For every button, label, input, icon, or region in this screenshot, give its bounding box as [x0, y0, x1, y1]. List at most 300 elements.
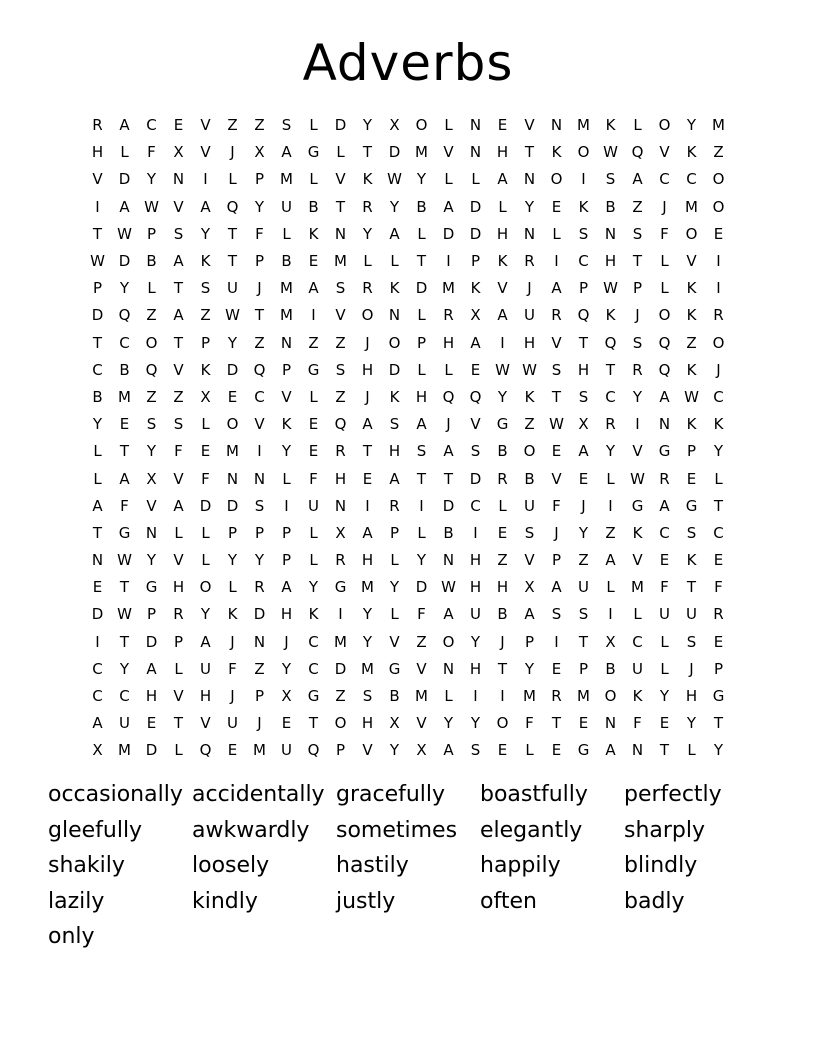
grid-letter: M — [685, 197, 698, 216]
grid-letter: T — [308, 714, 319, 733]
grid-letter: F — [660, 578, 669, 597]
grid-letter: E — [713, 551, 724, 570]
grid-letter: O — [658, 116, 671, 135]
grid-letter: E — [119, 415, 130, 434]
grid-letter: Z — [254, 659, 265, 678]
grid-letter: L — [444, 170, 453, 189]
grid-letter: R — [551, 306, 562, 325]
grid-letter: C — [92, 360, 103, 379]
grid-letter: L — [660, 659, 669, 678]
grid-letter: Y — [686, 714, 697, 733]
word-list-item: sometimes — [336, 817, 458, 843]
grid-row — [84, 547, 732, 574]
grid-letter: C — [119, 687, 130, 706]
grid-letter: O — [361, 306, 374, 325]
grid-letter: D — [415, 279, 428, 298]
word-list-item: justly — [336, 888, 396, 914]
grid-letter: V — [416, 659, 427, 678]
grid-letter: K — [227, 605, 238, 624]
grid-letter: U — [281, 197, 292, 216]
grid-letter: O — [577, 143, 590, 162]
grid-letter: S — [200, 279, 211, 298]
grid-letter: H — [496, 578, 509, 597]
grid-letter: Y — [362, 116, 373, 135]
grid-letter: E — [470, 360, 481, 379]
grid-letter: F — [552, 496, 561, 515]
grid-letter: E — [497, 116, 508, 135]
grid-letter: L — [417, 306, 426, 325]
grid-letter: L — [201, 551, 210, 570]
grid-letter: X — [416, 741, 427, 760]
grid-letter: L — [417, 224, 426, 243]
grid-letter: D — [442, 496, 455, 515]
grid-letter: G — [496, 415, 509, 434]
grid-letter: Y — [281, 442, 292, 461]
grid-letter: L — [498, 197, 507, 216]
grid-letter: C — [308, 632, 319, 651]
grid-letter: Z — [335, 333, 346, 352]
grid-letter: D — [118, 170, 131, 189]
grid-letter: S — [686, 523, 697, 542]
grid-letter: K — [686, 306, 697, 325]
word-list-item: kindly — [192, 888, 258, 914]
grid-letter: I — [608, 496, 613, 515]
grid-letter: J — [581, 496, 586, 515]
grid-letter: D — [334, 659, 347, 678]
grid-letter: N — [604, 714, 617, 733]
grid-letter: Q — [469, 387, 482, 406]
grid-letter: C — [308, 659, 319, 678]
grid-letter: L — [309, 387, 318, 406]
grid-letter: S — [578, 387, 589, 406]
grid-letter: W — [630, 469, 645, 488]
grid-letter: U — [119, 714, 130, 733]
grid-letter: H — [388, 442, 401, 461]
grid-letter: T — [362, 143, 373, 162]
grid-letter: M — [712, 116, 725, 135]
grid-letter: D — [415, 578, 428, 597]
grid-letter: M — [631, 578, 644, 597]
grid-letter: L — [471, 170, 480, 189]
grid-letter: C — [605, 387, 616, 406]
grid-letter: L — [417, 360, 426, 379]
grid-letter: L — [174, 523, 183, 542]
grid-letter: G — [145, 578, 158, 597]
grid-letter: S — [578, 224, 589, 243]
grid-letter: P — [281, 523, 292, 542]
grid-letter: L — [120, 143, 129, 162]
grid-letter: Q — [199, 741, 212, 760]
grid-letter: E — [659, 551, 670, 570]
grid-letter: A — [632, 170, 643, 189]
grid-letter: C — [92, 659, 103, 678]
grid-letter: I — [581, 170, 586, 189]
grid-letter: K — [686, 360, 697, 379]
grid-letter: S — [146, 415, 157, 434]
grid-letter: E — [497, 741, 508, 760]
word-list-item: accidentally — [192, 782, 325, 807]
grid-letter: H — [469, 551, 482, 570]
grid-letter: S — [524, 523, 535, 542]
grid-letter: S — [335, 360, 346, 379]
grid-letter: R — [524, 252, 535, 271]
grid-row — [84, 357, 732, 384]
grid-letter: T — [443, 469, 454, 488]
grid-letter: K — [686, 143, 697, 162]
grid-letter: B — [443, 523, 454, 542]
grid-letter: E — [659, 714, 670, 733]
grid-letter: S — [632, 224, 643, 243]
grid-letter: A — [200, 197, 211, 216]
grid-letter: O — [199, 578, 212, 597]
grid-letter: R — [605, 415, 616, 434]
grid-letter: E — [497, 523, 508, 542]
grid-row — [84, 438, 732, 465]
grid-letter: D — [226, 496, 239, 515]
grid-letter: U — [308, 496, 319, 515]
grid-letter: O — [658, 306, 671, 325]
grid-letter: X — [605, 632, 616, 651]
grid-letter: D — [118, 252, 131, 271]
grid-letter: E — [713, 224, 724, 243]
grid-letter: O — [442, 632, 455, 651]
grid-letter: L — [309, 551, 318, 570]
grid-letter: Y — [416, 170, 427, 189]
grid-letter: R — [92, 116, 103, 135]
grid-letter: X — [200, 387, 211, 406]
grid-letter: I — [365, 496, 370, 515]
grid-letter: W — [603, 279, 618, 298]
grid-letter: Z — [686, 333, 697, 352]
grid-letter: J — [257, 279, 262, 298]
grid-letter: Y — [713, 442, 724, 461]
grid-letter: B — [605, 659, 616, 678]
grid-letter: V — [551, 469, 562, 488]
grid-letter: D — [145, 741, 158, 760]
grid-letter: C — [659, 523, 670, 542]
grid-letter: O — [604, 687, 617, 706]
word-list-item: awkwardly — [192, 817, 310, 843]
word-list-item: loosely — [192, 853, 270, 878]
grid-letter: E — [578, 469, 589, 488]
grid-letter: S — [686, 632, 697, 651]
grid-letter: H — [361, 714, 374, 733]
grid-letter: E — [551, 741, 562, 760]
grid-letter: I — [473, 523, 478, 542]
grid-letter: Y — [119, 279, 130, 298]
grid-letter: P — [335, 741, 346, 760]
grid-letter: A — [92, 714, 103, 733]
grid-letter: A — [497, 170, 508, 189]
grid-letter: J — [662, 197, 667, 216]
grid-letter: S — [551, 605, 562, 624]
grid-row — [84, 601, 732, 628]
grid-letter: Z — [578, 551, 589, 570]
grid-letter: X — [173, 143, 184, 162]
grid-letter: U — [200, 659, 211, 678]
grid-letter: I — [500, 333, 505, 352]
grid-letter: E — [227, 387, 238, 406]
grid-letter: H — [469, 578, 482, 597]
grid-letter: K — [605, 306, 616, 325]
grid-letter: L — [660, 632, 669, 651]
grid-letter: W — [549, 415, 564, 434]
grid-letter: Z — [632, 197, 643, 216]
word-list-item: gleefully — [48, 817, 143, 843]
grid-letter: X — [578, 415, 589, 434]
grid-letter: C — [713, 523, 724, 542]
grid-letter: Q — [226, 197, 239, 216]
grid-letter: K — [686, 279, 697, 298]
word-list-item: badly — [624, 888, 685, 914]
grid-letter: A — [146, 659, 157, 678]
grid-letter: X — [146, 469, 157, 488]
grid-letter: V — [524, 116, 535, 135]
page-title: Adverbs — [302, 34, 514, 92]
grid-letter: I — [473, 687, 478, 706]
grid-letter: V — [470, 415, 481, 434]
grid-letter: M — [280, 170, 293, 189]
grid-letter: V — [173, 360, 184, 379]
word-list-item: often — [480, 888, 537, 914]
grid-letter: O — [685, 224, 698, 243]
grid-letter: F — [255, 224, 264, 243]
grid-letter: S — [335, 279, 346, 298]
grid-letter: O — [388, 333, 401, 352]
grid-letter: I — [608, 605, 613, 624]
grid-row — [84, 166, 732, 193]
grid-letter: P — [686, 442, 697, 461]
grid-letter: T — [119, 578, 130, 597]
grid-letter: E — [308, 252, 319, 271]
grid-letter: X — [524, 578, 535, 597]
grid-letter: N — [253, 469, 266, 488]
grid-letter: G — [712, 687, 725, 706]
grid-letter: L — [687, 741, 696, 760]
grid-letter: L — [633, 605, 642, 624]
grid-letter: V — [389, 632, 400, 651]
grid-letter: N — [334, 496, 347, 515]
grid-letter: A — [551, 279, 562, 298]
grid-letter: L — [201, 415, 210, 434]
grid-letter: Y — [200, 605, 211, 624]
grid-letter: S — [416, 442, 427, 461]
grid-letter: A — [281, 578, 292, 597]
grid-letter: E — [362, 469, 373, 488]
grid-letter: N — [604, 224, 617, 243]
grid-letter: Y — [470, 714, 481, 733]
grid-letter: H — [523, 333, 536, 352]
grid-letter: G — [685, 496, 698, 515]
grid-letter: J — [446, 415, 451, 434]
grid-letter: A — [200, 632, 211, 651]
grid-letter: Z — [335, 387, 346, 406]
grid-letter: X — [281, 687, 292, 706]
grid-letter: Y — [524, 197, 535, 216]
grid-letter: S — [470, 442, 481, 461]
grid-letter: T — [713, 714, 724, 733]
grid-letter: Q — [442, 387, 455, 406]
grid-letter: Y — [686, 116, 697, 135]
grid-letter: L — [525, 741, 534, 760]
grid-letter: T — [227, 252, 238, 271]
grid-letter: B — [308, 197, 319, 216]
grid-letter: Y — [389, 741, 400, 760]
grid-letter: V — [254, 415, 265, 434]
grid-letter: F — [147, 143, 156, 162]
grid-letter: L — [174, 741, 183, 760]
grid-letter: Z — [254, 116, 265, 135]
grid-letter: J — [527, 279, 532, 298]
grid-letter: R — [659, 469, 670, 488]
grid-letter: O — [415, 116, 428, 135]
grid-letter: D — [388, 143, 401, 162]
grid-letter: T — [173, 333, 184, 352]
grid-letter: Q — [658, 333, 671, 352]
grid-letter: I — [338, 605, 343, 624]
grid-letter: L — [93, 442, 102, 461]
grid-letter: N — [280, 333, 293, 352]
grid-letter: S — [578, 605, 589, 624]
grid-letter: T — [254, 306, 265, 325]
grid-letter: Y — [92, 415, 103, 434]
grid-letter: Y — [416, 551, 427, 570]
grid-letter: C — [470, 496, 481, 515]
grid-letter: O — [550, 170, 563, 189]
grid-letter: C — [686, 170, 697, 189]
grid-letter: M — [415, 143, 428, 162]
grid-letter: R — [362, 197, 373, 216]
grid-letter: B — [92, 387, 103, 406]
grid-letter: F — [309, 469, 318, 488]
grid-letter: A — [659, 387, 670, 406]
grid-letter: P — [254, 523, 265, 542]
grid-letter: I — [554, 252, 559, 271]
grid-letter: K — [389, 279, 400, 298]
grid-letter: E — [308, 442, 319, 461]
grid-letter: P — [713, 659, 724, 678]
grid-letter: G — [307, 360, 320, 379]
grid-letter: K — [632, 687, 643, 706]
grid-letter: A — [605, 741, 616, 760]
grid-letter: O — [523, 442, 536, 461]
grid-letter: M — [361, 578, 374, 597]
grid-letter: E — [308, 415, 319, 434]
grid-letter: K — [578, 197, 589, 216]
grid-letter: Y — [605, 442, 616, 461]
grid-letter: L — [309, 116, 318, 135]
grid-letter: N — [550, 116, 563, 135]
grid-row — [84, 520, 732, 547]
grid-letter: N — [388, 306, 401, 325]
grid-letter: B — [389, 687, 400, 706]
grid-letter: E — [146, 714, 157, 733]
grid-letter: Y — [146, 170, 157, 189]
word-list-item: blindly — [624, 853, 698, 878]
grid-row — [84, 221, 732, 248]
grid-letter: Y — [578, 523, 589, 542]
grid-letter: N — [658, 415, 671, 434]
grid-letter: K — [308, 605, 319, 624]
grid-letter: D — [253, 605, 266, 624]
grid-letter: A — [119, 197, 130, 216]
grid-letter: Q — [631, 143, 644, 162]
grid-letter: D — [199, 496, 212, 515]
grid-letter: C — [254, 387, 265, 406]
grid-letter: M — [334, 632, 347, 651]
grid-letter: A — [443, 741, 454, 760]
grid-letter: H — [361, 551, 374, 570]
grid-letter: U — [470, 605, 481, 624]
grid-letter: Y — [146, 442, 157, 461]
grid-letter: A — [497, 306, 508, 325]
grid-letter: P — [254, 170, 265, 189]
grid-letter: Z — [497, 551, 508, 570]
grid-letter: M — [280, 306, 293, 325]
grid-letter: A — [362, 523, 373, 542]
grid-letter: T — [605, 360, 616, 379]
grid-letter: T — [632, 252, 643, 271]
grid-letter: Q — [145, 360, 158, 379]
grid-letter: M — [334, 252, 347, 271]
grid-letter: P — [254, 687, 265, 706]
grid-letter: P — [389, 523, 400, 542]
grid-letter: A — [119, 116, 130, 135]
grid-letter: S — [389, 415, 400, 434]
grid-letter: F — [525, 714, 534, 733]
grid-letter: E — [713, 632, 724, 651]
grid-letter: Q — [307, 741, 320, 760]
grid-letter: L — [228, 578, 237, 597]
grid-letter: F — [201, 469, 210, 488]
grid-letter: P — [146, 605, 157, 624]
grid-letter: M — [118, 387, 131, 406]
grid-letter: V — [686, 252, 697, 271]
grid-letter: T — [335, 197, 346, 216]
grid-letter: C — [578, 252, 589, 271]
grid-letter: B — [524, 469, 535, 488]
grid-letter: S — [281, 116, 292, 135]
grid-letter: X — [470, 306, 481, 325]
grid-letter: Y — [227, 551, 238, 570]
grid-letter: Y — [362, 224, 373, 243]
grid-letter: C — [659, 170, 670, 189]
grid-letter: X — [92, 741, 103, 760]
grid-letter: N — [442, 551, 455, 570]
grid-letter: T — [92, 523, 103, 542]
grid-letter: Z — [605, 523, 616, 542]
grid-letter: A — [362, 415, 373, 434]
grid-letter: V — [200, 116, 211, 135]
grid-letter: P — [227, 523, 238, 542]
grid-letter: U — [524, 306, 535, 325]
grid-letter: K — [308, 224, 319, 243]
word-list-item: occasionally — [48, 782, 183, 807]
grid-letter: P — [254, 252, 265, 271]
grid-letter: U — [578, 578, 589, 597]
grid-letter: W — [387, 170, 402, 189]
grid-letter: Z — [524, 415, 535, 434]
grid-letter: W — [495, 360, 510, 379]
grid-row — [84, 656, 732, 683]
grid-letter: E — [281, 714, 292, 733]
grid-letter: L — [714, 469, 723, 488]
grid-letter: I — [635, 415, 640, 434]
grid-letter: U — [524, 496, 535, 515]
grid-letter: C — [146, 116, 157, 135]
grid-letter: F — [174, 442, 183, 461]
grid-letter: I — [257, 442, 262, 461]
